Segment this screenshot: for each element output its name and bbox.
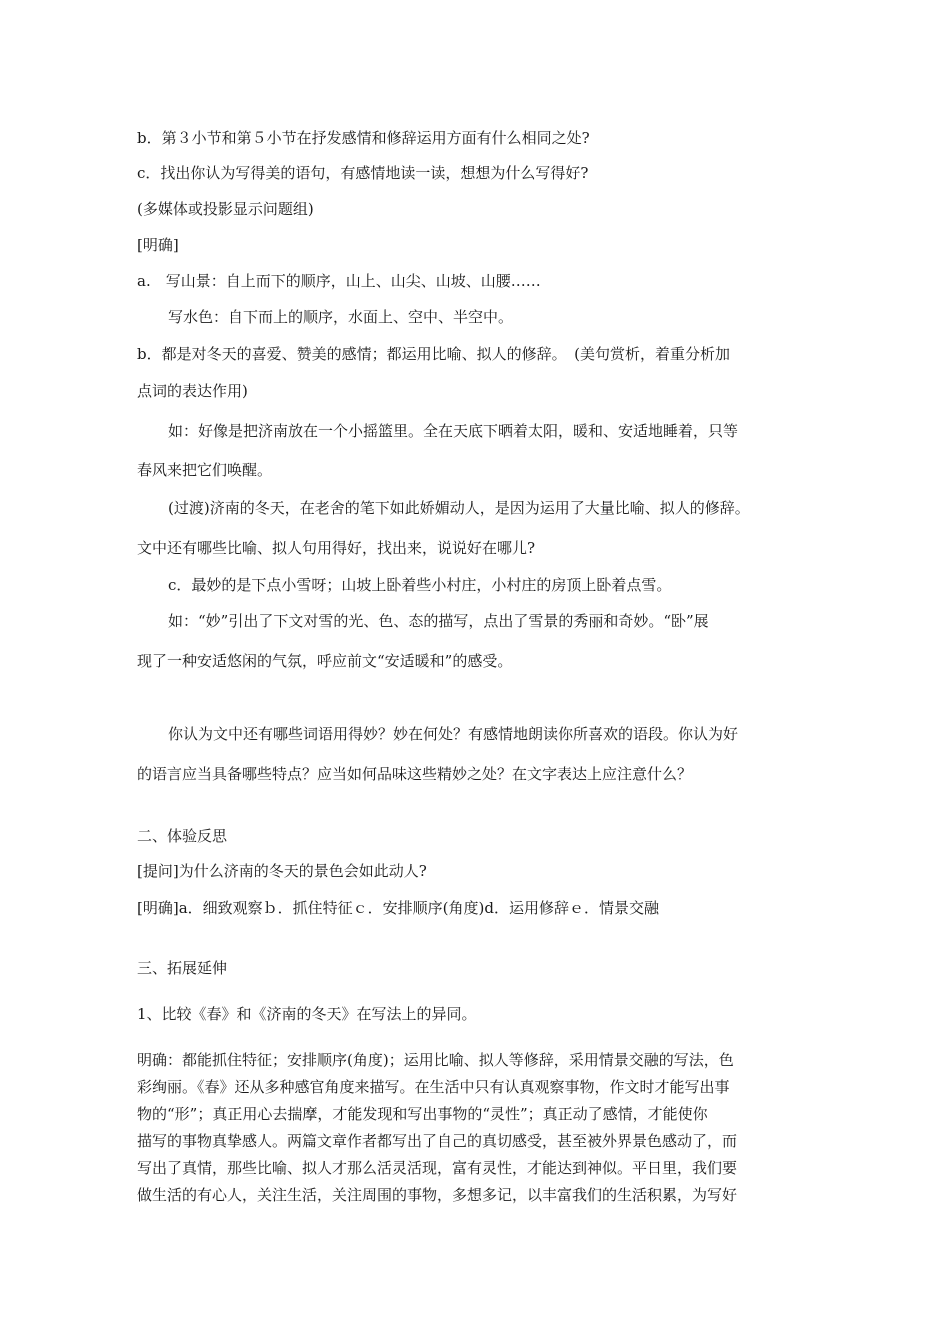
clarify-compare-5: 写出了真情，那些比喻、拟人才那么活灵活现，富有灵性，才能达到神似。平日里，我们要	[137, 1159, 738, 1177]
transition: (过渡)济南的冬天，在老舍的笔下如此娇媚动人，是因为运用了大量比喻、拟人的修辞。	[168, 499, 750, 517]
answer-c: c．最妙的是下点小雪呀；山坡上卧着些小村庄，小村庄的房顶上卧着点雪。	[168, 576, 672, 594]
question-why: [提问]为什么济南的冬天的景色会如此动人?	[137, 862, 427, 880]
answer-a-mountain: a. 写山景：自上而下的顺序，山上、山尖、山坡、山腰……	[137, 272, 541, 290]
answer-b: b．都是对冬天的喜爱、赞美的感情；都运用比喻、拟人的修辞。 (美句赏析，着重分析加	[137, 345, 730, 363]
example-1: 如：好像是把济南放在一个小摇篮里。全在天底下晒着太阳，暖和、安适地睡着，只等	[168, 422, 739, 440]
question-c: c．找出你认为写得美的语句，有感情地读一读，想想为什么写得好?	[137, 164, 589, 182]
discussion: 你认为文中还有哪些词语用得妙？妙在何处？有感情地朗读你所喜欢的语段。你认为好	[168, 725, 739, 743]
multimedia-note: (多媒体或投影显示问题组)	[137, 200, 314, 218]
clarify-label: [明确]	[137, 236, 179, 254]
clarify-compare-3: 物的“形”；真正用心去揣摩，才能发现和写出事物的“灵性”；真正动了感情，才能使你	[137, 1105, 708, 1123]
section-three-heading: 三、拓展延伸	[137, 959, 228, 977]
clarify-compare: 明确：都能抓住特征；安排顺序(角度)；运用比喻、拟人等修辞，采用情景交融的写法，色	[137, 1051, 734, 1069]
example-1-cont: 春风来把它们唤醒。	[137, 461, 273, 479]
example-2: 如：“妙”引出了下文对雪的光、色、态的描写，点出了雪景的秀丽和奇妙。“卧”展	[168, 612, 709, 630]
answer-a-water: 写水色：自下而上的顺序，水面上、空中、半空中。	[168, 308, 514, 326]
clarify-points: [明确]a．细致观察ｂ．抓住特征ｃ．安排顺序(角度)d．运用修辞ｅ．情景交融	[137, 899, 659, 917]
section-two-heading: 二、体验反思	[137, 827, 228, 845]
clarify-compare-6: 做生活的有心人，关注生活，关注周围的事物，多想多记，以丰富我们的生活积累，为写好	[137, 1186, 738, 1204]
answer-b-cont: 点词的表达作用)	[137, 382, 248, 400]
clarify-compare-4: 描写的事物真挚感人。两篇文章作者都写出了自己的真切感受，甚至被外界景色感动了，而	[137, 1132, 738, 1150]
transition-cont: 文中还有哪些比喻、拟人句用得好，找出来，说说好在哪儿?	[137, 539, 536, 557]
question-b: b．第３小节和第５小节在抒发感情和修辞运用方面有什么相同之处?	[137, 129, 590, 147]
example-2-cont: 现了一种安适悠闲的气氛，呼应前文“安适暖和”的感受。	[137, 652, 513, 670]
discussion-cont: 的语言应当具备哪些特点？应当如何品味这些精妙之处？在文字表达上应注意什么？	[137, 765, 693, 783]
clarify-compare-2: 彩绚丽。《春》还从多种感官角度来描写。在生活中只有认真观察事物，作文时才能写出事	[137, 1078, 730, 1096]
compare-task: 1、比较《春》和《济南的冬天》在写法上的异同。	[137, 1005, 477, 1023]
